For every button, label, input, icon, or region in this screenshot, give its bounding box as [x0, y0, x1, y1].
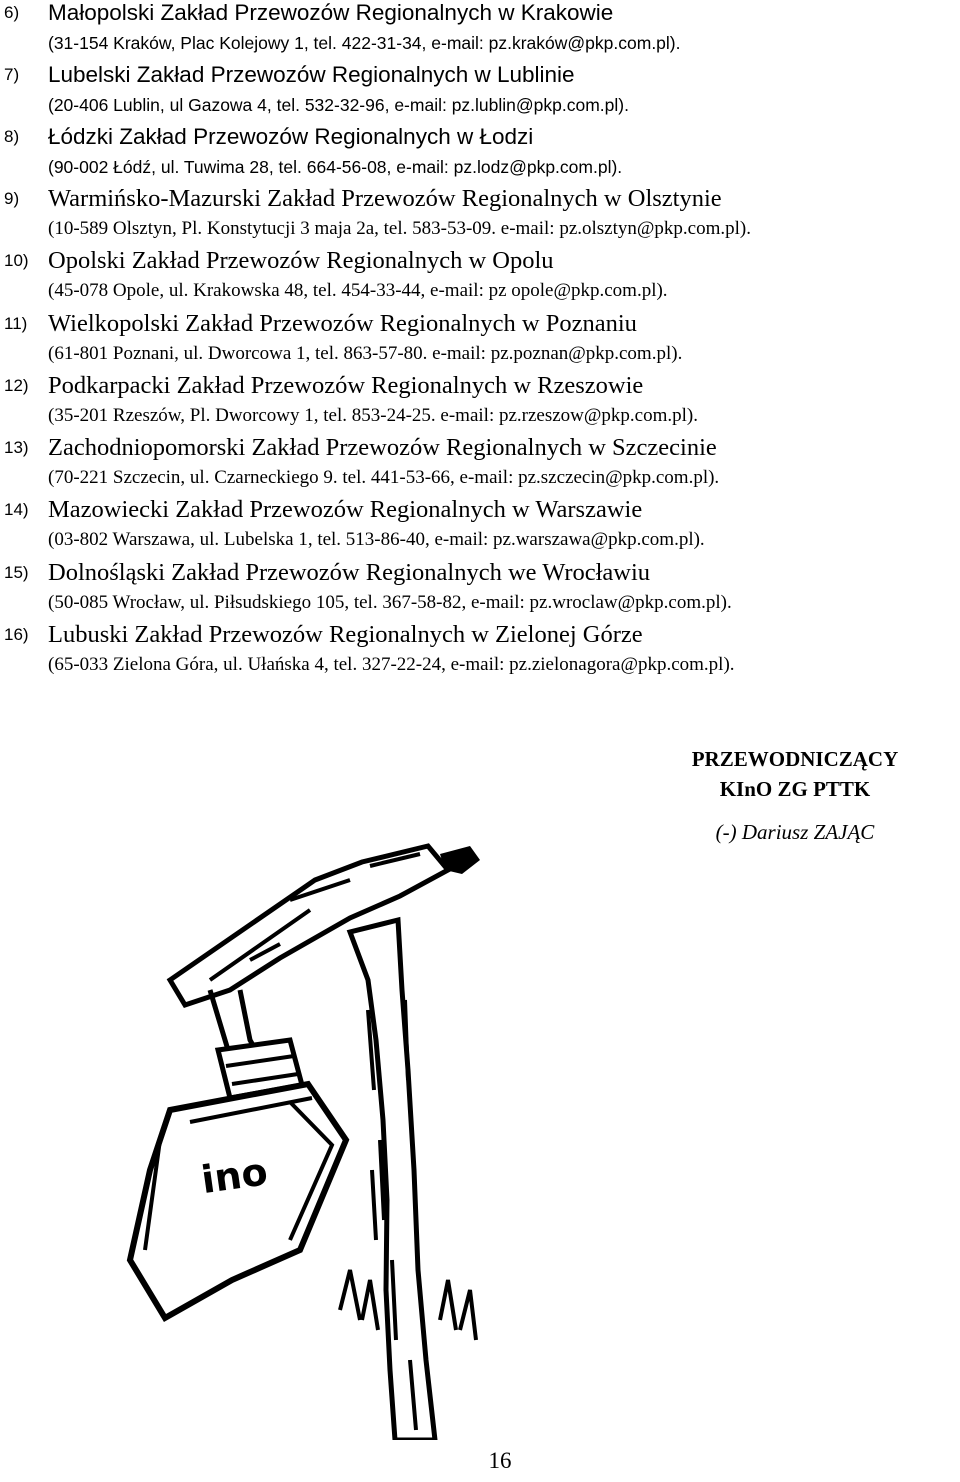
signature-block [660, 744, 930, 846]
entry-address: (45-078 Opole, ul. Krakowska 48, tel. 454-33-44, e-mail: pz opole@pkp.com.pl). [48, 280, 668, 301]
entry-number: 11) [4, 314, 28, 333]
entry-number: 12) [4, 376, 29, 395]
signature-title: PRZEWODNICZĄCY [691, 747, 899, 771]
entry-number: 9) [4, 189, 20, 208]
bird-head [440, 846, 480, 874]
entry-name: Wielkopolski Zakład Przewozów Regionalnych w Poznaniu [48, 310, 637, 337]
entry-address: (90-002 Łódź, ul. Tuwima 28, tel. 664-56-08, e-mail: pz.lodz@pkp.com.pl). [48, 157, 623, 177]
entry-name: Opolski Zakład Przewozów Regionalnych w Opolu [48, 247, 554, 274]
entry-number: 16) [4, 625, 29, 644]
entry-name: Łódzki Zakład Przewozów Regionalnych w Łodzi [48, 124, 534, 149]
sign-board [130, 1084, 346, 1318]
entry-name: Podkarpacki Zakład Przewozów Regionalnych w Rzeszowie [48, 372, 644, 399]
entry-number: 14) [4, 500, 29, 519]
signature-name: (-) Dariusz ZAJĄC [715, 820, 875, 844]
entry-name: Małopolski Zakład Przewozów Regionalnych w Krakowie [48, 0, 614, 25]
entry-address: (50-085 Wrocław, ul. Piłsudskiego 105, tel. 367-58-82, e-mail: pz.wroclaw@pkp.com.pl). [48, 592, 732, 613]
entry-name: Lubuski Zakład Przewozów Regionalnych w Zielonej Górze [48, 621, 643, 648]
entry-address: (61-801 Poznani, ul. Dworcowa 1, tel. 863-57-80. e-mail: pz.poznan@pkp.com.pl). [48, 343, 683, 364]
signature-organization: KInO ZG PTTK [719, 777, 871, 801]
entry-name: Zachodniopomorski Zakład Przewozów Regionalnych w Szczecinie [48, 434, 717, 461]
post [350, 920, 435, 1440]
entry-address: (35-201 Rzeszów, Pl. Dworcowy 1, tel. 853-24-25. e-mail: pz.rzeszow@pkp.com.pl). [48, 405, 698, 426]
entry-name: Warmińsko-Mazurski Zakład Przewozów Regionalnych w Olsztynie [48, 185, 722, 212]
entry-address: (03-802 Warszawa, ul. Lubelska 1, tel. 513-86-40, e-mail: pz.warszawa@pkp.com.pl). [48, 529, 705, 550]
entry-number: 10) [4, 251, 29, 270]
entry-number: 13) [4, 438, 29, 457]
sign-text: ino [198, 1149, 271, 1203]
entry-number: 8) [4, 127, 20, 146]
entry-address: (65-033 Zielona Góra, ul. Ułańska 4, tel. 327-22-24, e-mail: pz.zielonagora@pkp.com.pl). [48, 654, 735, 675]
entry-name: Lubelski Zakład Przewozów Regionalnych w Lublinie [48, 62, 575, 87]
entry-address: (70-221 Szczecin, ul. Czarneckiego 9. tel. 441-53-66, e-mail: pz.szczecin@pkp.com.pl). [48, 467, 720, 488]
entry-name: Mazowiecki Zakład Przewozów Regionalnych w Warszawie [48, 496, 643, 523]
entry-number: 6) [4, 3, 20, 22]
entry-number: 7) [4, 65, 20, 84]
entry-address: (10-589 Olsztyn, Pl. Konstytucji 3 maja 2a, tel. 583-53-09. e-mail: pz.olsztyn@pkp.com.pl). [48, 218, 751, 239]
entry-name: Dolnośląski Zakład Przewozów Regionalnych we Wrocławiu [48, 559, 651, 586]
entry-address: (31-154 Kraków, Plac Kolejowy 1, tel. 422-31-34, e-mail: pz.kraków@pkp.com.pl). [48, 33, 681, 53]
entry-number: 15) [4, 563, 29, 582]
trail-sign-illustration [50, 840, 570, 1440]
entry-address: (20-406 Lublin, ul Gazowa 4, tel. 532-32-96, e-mail: pz.lublin@pkp.com.pl). [48, 95, 629, 115]
page-number: 16 [488, 1448, 512, 1473]
